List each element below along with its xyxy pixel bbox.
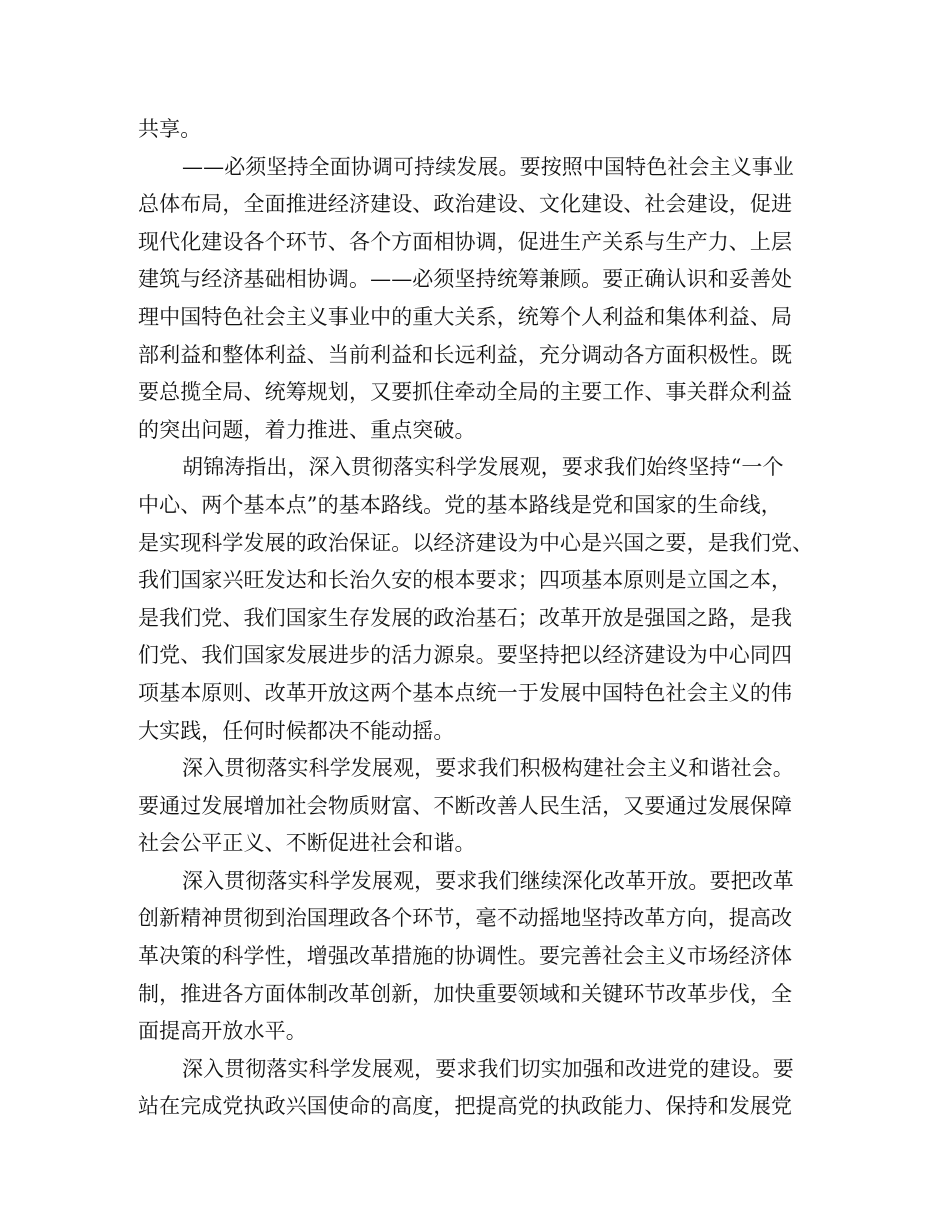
text-line: 理中国特色社会主义事业中的重大关系，统筹个人利益和集体利益、局 [138, 304, 793, 329]
body-text [138, 111, 818, 1126]
text-line: 创新精神贯彻到治国理政各个环节，毫不动摇地坚持改革方向，提高改 [138, 906, 793, 931]
text-line: 深入贯彻落实科学发展观，要求我们切实加强和改进党的建设。要 [182, 1056, 794, 1081]
text-line: 中心、两个基本点”的基本路线。党的基本路线是党和国家的生命线， [138, 492, 782, 517]
text-line: 是我们党、我们国家生存发展的政治基石；改革开放是强国之路，是我 [138, 605, 793, 630]
text-line: 共享。 [138, 117, 202, 141]
text-line: 深入贯彻落实科学发展观，要求我们积极构建社会主义和谐社会。 [182, 756, 794, 781]
text-line: 建筑与经济基础相协调。——必须坚持统筹兼顾。要正确认识和妥善处 [138, 267, 793, 292]
text-line: 胡锦涛指出，深入贯彻落实科学发展观，要求我们始终坚持“一个 [182, 455, 784, 480]
text-line: 大实践，任何时候都决不能动摇。 [138, 718, 455, 743]
text-line: 现代化建设各个环节、各个方面相协调，促进生产关系与生产力、上层 [138, 229, 793, 254]
text-line: ——必须坚持全面协调可持续发展。要按照中国特色社会主义事业 [182, 154, 794, 179]
text-line: 社会公平正义、不断促进社会和谐。 [138, 831, 476, 856]
text-line: 面提高开放水平。 [138, 1019, 307, 1044]
text-line: 站在完成党执政兴国使命的高度，把提高党的执政能力、保持和发展党 [138, 1094, 793, 1119]
text-line: 我们国家兴旺发达和长治久安的根本要求；四项基本原则是立国之本， [138, 568, 793, 593]
text-line: 是实现科学发展的政治保证。以经济建设为中心是兴国之要，是我们党、 [138, 530, 814, 555]
text-line: 革决策的科学性，增强改革措施的协调性。要完善社会主义市场经济体 [138, 944, 793, 969]
text-line: 要总揽全局、统筹规划，又要抓住牵动全局的主要工作、事关群众利益 [138, 380, 793, 405]
text-line: 总体布局，全面推进经济建设、政治建设、文化建设、社会建设，促进 [138, 192, 793, 217]
text-line: 的突出问题，着力推进、重点突破。 [138, 417, 476, 442]
text-line: 制，推进各方面体制改革创新，加快重要领域和关键环节改革步伐，全 [138, 981, 793, 1006]
text-line: 深入贯彻落实科学发展观，要求我们继续深化改革开放。要把改革 [182, 868, 794, 893]
text-line: 要通过发展增加社会物质财富、不断改善人民生活，又要通过发展保障 [138, 793, 793, 818]
text-line: 们党、我们国家发展进步的活力源泉。要坚持把以经济建设为中心同四 [138, 643, 793, 668]
text-line: 部利益和整体利益、当前利益和长远利益，充分调动各方面积极性。既 [138, 342, 793, 367]
text-line: 项基本原则、改革开放这两个基本点统一于发展中国特色社会主义的伟 [138, 680, 793, 705]
